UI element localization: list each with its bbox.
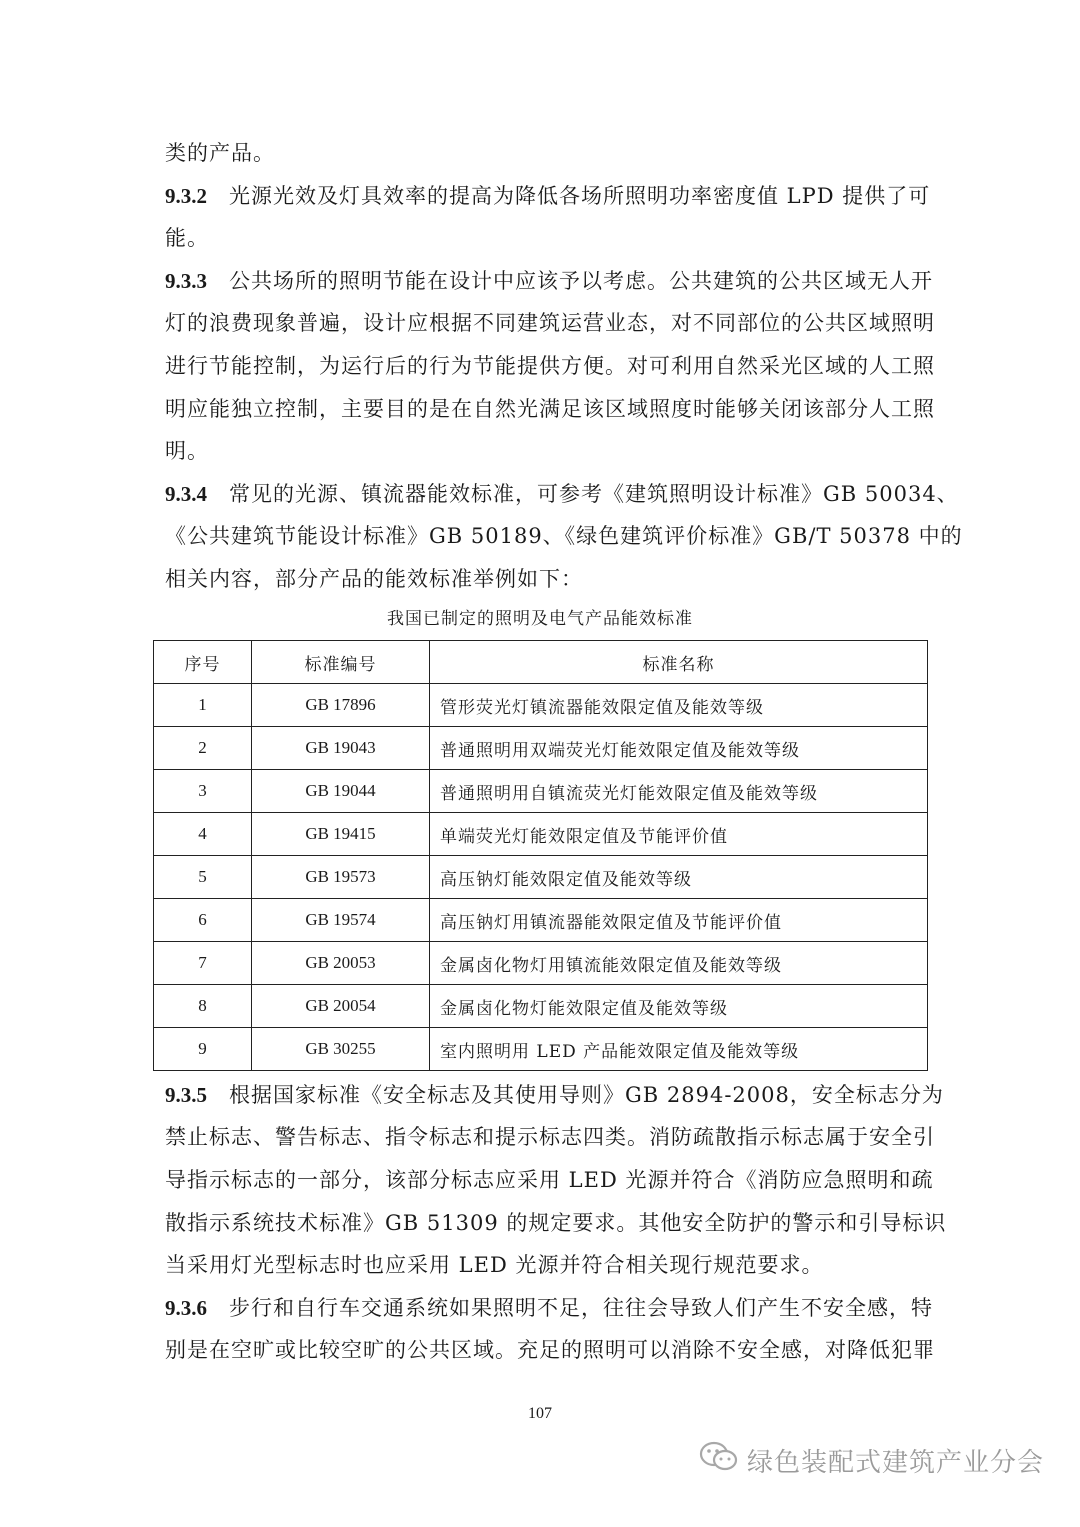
paragraph-line: 别是在空旷或比较空旷的公共区域。充足的照明可以消除不安全感，对降低犯罪: [165, 1338, 935, 1362]
cell-index: 6: [154, 899, 252, 942]
cell-index: 7: [154, 942, 252, 985]
paragraph-line: 相关内容，部分产品的能效标准举例如下：: [165, 567, 583, 591]
page-number: 107: [528, 1405, 552, 1422]
cell-index: 3: [154, 770, 252, 813]
cell-index: 2: [154, 727, 252, 770]
section-number: 9.3.2: [165, 184, 207, 208]
cell-name: 室内照明用 LED 产品能效限定值及能效等级: [430, 1028, 928, 1071]
paragraph-line: 当采用灯光型标志时也应采用 LED 光源并符合相关现行规范要求。: [165, 1253, 824, 1277]
section-number: 9.3.3: [165, 269, 207, 293]
section-9-3-6: 9.3.6 步行和自行车交通系统如果照明不足，往往会导致人们产生不安全感，特: [165, 1296, 933, 1320]
section-9-3-5: 9.3.5 根据国家标准《安全标志及其使用导则》GB 2894-2008，安全标志分为: [165, 1083, 944, 1107]
cell-name: 单端荧光灯能效限定值及节能评价值: [430, 813, 928, 856]
section-9-3-2: 9.3.2 光源光效及灯具效率的提高为降低各场所照明功率密度值 LPD 提供了可: [165, 184, 931, 208]
cell-code: GB 19044: [252, 770, 430, 813]
section-9-3-4: 9.3.4 常见的光源、镇流器能效标准，可参考《建筑照明设计标准》GB 50034、: [165, 482, 959, 506]
header-code: 标准编号: [252, 641, 430, 684]
cell-code: GB 19574: [252, 899, 430, 942]
cell-code: GB 17896: [252, 684, 430, 727]
cell-code: GB 20053: [252, 942, 430, 985]
table-row: [154, 985, 928, 1028]
standards-table: [153, 640, 928, 1071]
paragraph-line: 能。: [165, 226, 209, 250]
cell-index: 4: [154, 813, 252, 856]
table-caption: 我国已制定的照明及电气产品能效标准: [387, 609, 693, 629]
section-9-3-3: 9.3.3 公共场所的照明节能在设计中应该予以考虑。公共建筑的公共区域无人开: [165, 269, 933, 293]
wechat-icon: [699, 1440, 739, 1481]
cell-code: GB 20054: [252, 985, 430, 1028]
paragraph-line: 进行节能控制，为运行后的行为节能提供方便。对可利用自然采光区域的人工照: [165, 354, 935, 378]
section-number: 9.3.5: [165, 1083, 207, 1107]
table-row: [154, 684, 928, 727]
cell-name: 金属卤化物灯能效限定值及能效等级: [430, 985, 928, 1028]
paragraph-line: 明应能独立控制，主要目的是在自然光满足该区域照度时能够关闭该部分人工照: [165, 397, 935, 421]
cell-index: 1: [154, 684, 252, 727]
cell-name: 管形荧光灯镇流器能效限定值及能效等级: [430, 684, 928, 727]
table-row: [154, 899, 928, 942]
paragraph-line: 导指示标志的一部分，该部分标志应采用 LED 光源并符合《消防应急照明和疏: [165, 1168, 934, 1192]
cell-code: GB 19415: [252, 813, 430, 856]
cell-name: 普通照明用双端荧光灯能效限定值及能效等级: [430, 727, 928, 770]
section-number: 9.3.4: [165, 482, 207, 506]
table-header-row: [154, 641, 928, 684]
cell-name: 高压钠灯能效限定值及能效等级: [430, 856, 928, 899]
paragraph-line: 《公共建筑节能设计标准》GB 50189、《绿色建筑评价标准》GB/T 50378 中的: [165, 524, 963, 548]
cell-name: 高压钠灯用镇流器能效限定值及节能评价值: [430, 899, 928, 942]
cell-index: 5: [154, 856, 252, 899]
cell-code: GB 19573: [252, 856, 430, 899]
header-index: 序号: [154, 641, 252, 684]
watermark: [699, 1440, 1044, 1480]
paragraph-line: 明。: [165, 439, 209, 463]
paragraph-line: 散指示系统技术标准》GB 51309 的规定要求。其他安全防护的警示和引导标识: [165, 1211, 947, 1235]
table-row: [154, 813, 928, 856]
paragraph-line: 类的产品。: [165, 141, 275, 165]
table-row: [154, 942, 928, 985]
cell-code: GB 30255: [252, 1028, 430, 1071]
table-row: [154, 856, 928, 899]
paragraph-line: 灯的浪费现象普遍，设计应根据不同建筑运营业态，对不同部位的公共区域照明: [165, 311, 935, 335]
header-name: 标准名称: [430, 641, 928, 684]
table-row: [154, 727, 928, 770]
section-number: 9.3.6: [165, 1296, 207, 1320]
paragraph-line: 禁止标志、警告标志、指令标志和提示标志四类。消防疏散指示标志属于安全引: [165, 1125, 935, 1149]
cell-name: 普通照明用自镇流荧光灯能效限定值及能效等级: [430, 770, 928, 813]
table-row: [154, 770, 928, 813]
cell-index: 8: [154, 985, 252, 1028]
cell-code: GB 19043: [252, 727, 430, 770]
watermark-text: 绿色装配式建筑产业分会: [746, 1447, 1044, 1478]
cell-name: 金属卤化物灯用镇流能效限定值及能效等级: [430, 942, 928, 985]
table-row: [154, 1028, 928, 1071]
cell-index: 9: [154, 1028, 252, 1071]
